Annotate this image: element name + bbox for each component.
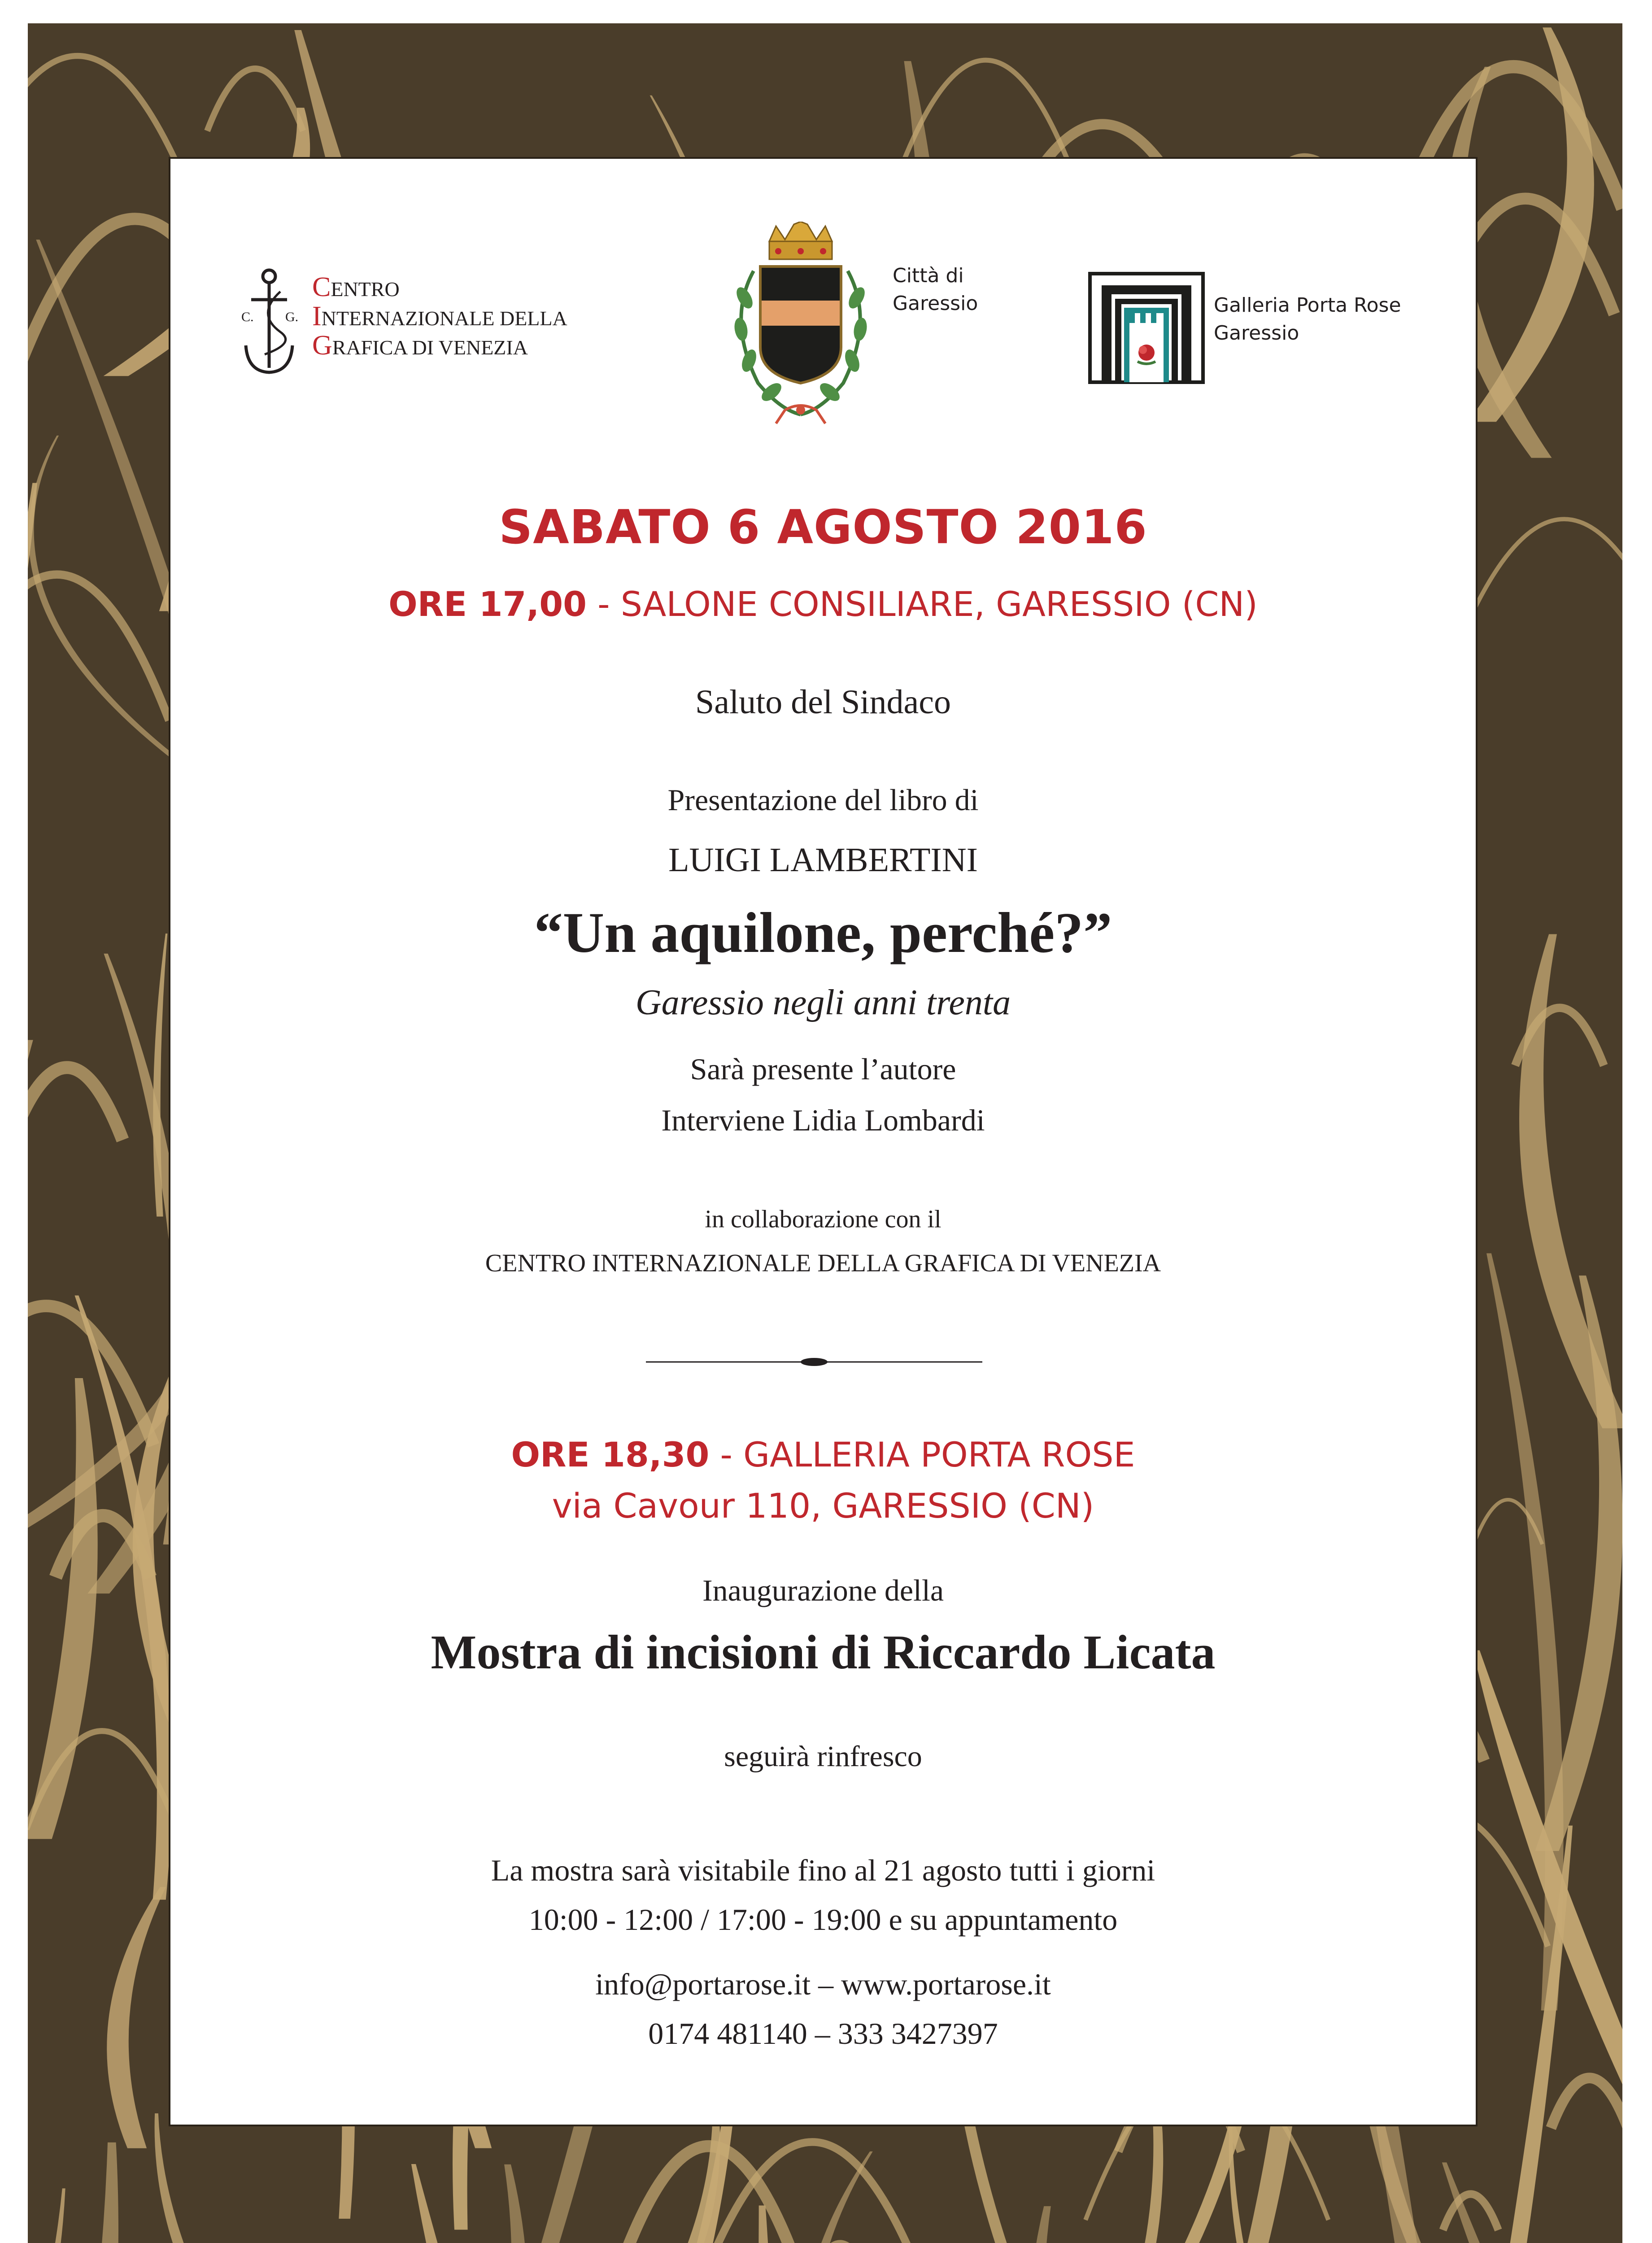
svg-text:G.: G. [285, 310, 299, 324]
collab-intro: in collaborazione con il [705, 1205, 942, 1233]
citta-line-2: Garessio [893, 292, 978, 315]
marble-streak [28, 1040, 33, 1654]
part1-time: ORE 17,00 [388, 584, 587, 624]
cig-line-2: INTERNAZIONALE DELLA [312, 301, 567, 332]
marble-arc [1551, 2078, 1622, 2128]
collab-org: CENTRO INTERNAZIONALE DELLA GRAFICA DI VENEZIA [485, 1249, 1161, 1277]
marble-arc [207, 69, 303, 131]
inauguration-text: Inaugurazione della [702, 1573, 944, 1607]
garessio-crest-logo [718, 222, 978, 430]
galleria-line-2: Garessio [1214, 322, 1299, 345]
refreshment-text: seguirà rinfresco [724, 1740, 922, 1773]
contacts: info@portarose.it – www.portarose.it [595, 1967, 1051, 2001]
flyer-card [169, 157, 1478, 2126]
gallery-door-icon [1088, 272, 1205, 384]
cig-line-3: GRAFICA DI VENEZIA [312, 330, 528, 361]
event-date: SABATO 6 AGOSTO 2016 [499, 500, 1147, 554]
greeting: Saluto del Sindaco [695, 683, 951, 721]
ornament-divider [646, 1357, 982, 1366]
visit-line-1: La mostra sarà visitabile fino al 21 agosto tutti i giorni [491, 1853, 1155, 1887]
marble-arc [28, 1306, 153, 1445]
presentation-text: Presentazione del libro di [667, 783, 979, 817]
marble-streak [28, 2188, 65, 2243]
svg-text:C.: C. [241, 310, 254, 324]
marble-streak [360, 2164, 528, 2243]
exhibition-title: Mostra di incisioni di Riccardo Licata [431, 1626, 1216, 1679]
anchor-icon [238, 265, 301, 381]
coat-of-arms-icon [718, 222, 884, 428]
part2-heading [170, 1435, 1476, 1475]
speaker: Interviene Lidia Lombardi [661, 1103, 985, 1137]
author-present: Sarà presente l’autore [690, 1052, 956, 1086]
visit-line-2: 10:00 - 12:00 / 17:00 - 19:00 e su appuntamento [528, 1903, 1118, 1937]
book-subtitle: Garessio negli anni trenta [635, 983, 1011, 1022]
book-title: “Un aquilone, perché?” [534, 901, 1112, 964]
part2-place: - GALLERIA PORTA ROSE [709, 1435, 1135, 1475]
marble-arc [28, 1068, 123, 1140]
marble-arc [28, 575, 169, 720]
marble-streak [107, 1887, 166, 2148]
galleria-logo [1088, 272, 1401, 386]
galleria-line-1: Galleria Porta Rose [1214, 294, 1401, 317]
citta-line-1: Città di [893, 264, 964, 287]
author-name: LUIGI LAMBERTINI [668, 841, 978, 879]
part1-place: - SALONE CONSILIARE, GARESSIO (CN) [586, 584, 1258, 624]
part2-time: ORE 18,30 [511, 1435, 710, 1475]
marble-streak [28, 2143, 118, 2243]
phone-numbers: 0174 481140 – 333 3427397 [648, 2016, 998, 2051]
part2-address: via Cavour 110, GARESSIO (CN) [552, 1486, 1094, 1526]
marble-streak [155, 2113, 322, 2243]
part1-heading [170, 584, 1476, 624]
cig-line-1: CENTRO [312, 272, 400, 302]
marble-streak [28, 1378, 98, 1839]
